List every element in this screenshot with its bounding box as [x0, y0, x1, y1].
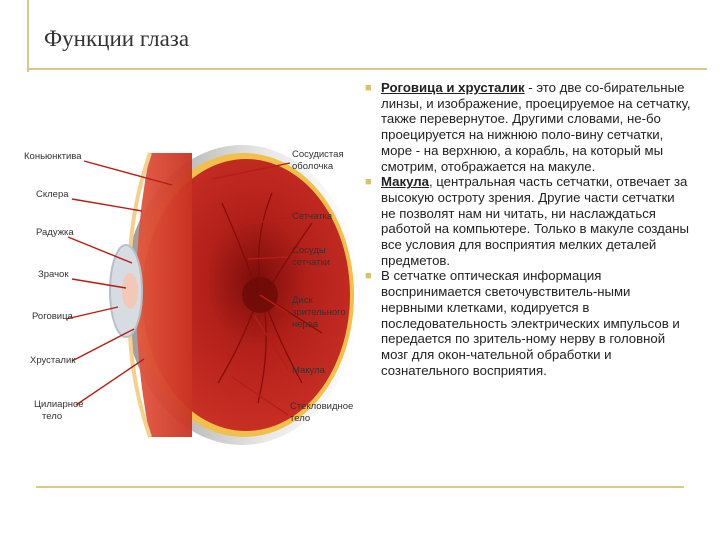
bullet-term: Макула	[381, 174, 429, 190]
label-optic-disc-1: Диск	[292, 295, 313, 306]
label-vitreous-1: Стекловидное	[290, 401, 354, 412]
label-lens: Хрусталик	[30, 355, 76, 366]
label-ciliary-body-1: Цилиарное	[34, 399, 84, 410]
bullet-item	[362, 80, 692, 174]
footer-rule	[36, 486, 684, 488]
bullet-term: Роговица и хрусталик	[381, 80, 525, 95]
label-retina-vessels-1: Сосуды	[292, 245, 326, 256]
label-retina: Сетчатка	[292, 211, 333, 222]
label-retina-vessels-2: сетчатки	[292, 257, 330, 268]
label-optic-disc-3: нерва	[292, 319, 319, 330]
label-vitreous-2: тело	[290, 413, 311, 424]
bullet-marker: ■	[365, 176, 372, 189]
label-conjunctiva: Коньюнктива	[24, 151, 82, 162]
label-macula: Макула	[292, 365, 325, 376]
label-cornea: Роговица	[32, 311, 73, 322]
page-title: Функции глаза	[44, 26, 190, 51]
label-pupil: Зрачок	[38, 269, 69, 280]
label-choroid-1: Сосудистая	[292, 149, 344, 160]
title-accent-line	[27, 0, 29, 72]
header-rule	[27, 68, 707, 70]
bullet-text: В сетчатке оптическая информация воспринимается светочувствитель-ными нервными клетками, кодируется в последовательность электрических импульсов и передается по зритель-ному нерву в головной мозг для окон-чательной обработки и сознательного восприятия.	[381, 268, 680, 378]
bullet-list	[362, 80, 692, 378]
bullet-item	[362, 174, 692, 268]
label-optic-disc-2: зрительного	[292, 307, 346, 318]
bullet-marker: ■	[365, 82, 372, 94]
label-sclera: Склера	[36, 189, 69, 200]
label-ciliary-body-2: тело	[42, 411, 63, 422]
bullet-text: , центральная часть сетчатки, отвечает за высокую остроту зрения. Другие части сетчатки не позволят нам ни читать, ни наслаждаться работой на компьютере. Только в макуле созданы все условия для восприятия мелких деталей предметов.	[381, 174, 689, 268]
bullet-item	[362, 268, 692, 378]
label-iris: Радужка	[36, 227, 74, 238]
eye-diagram	[22, 133, 362, 455]
bullet-marker: ■	[365, 270, 372, 283]
bullet-text: - это две со-бирательные линзы, и изображение, проецируемое на сетчатку, также перевернутое. Другими словами, не-бо проецируется на нижнюю поло-вину сетчатки, море - на верхнюю, а корабль, на который мы смотрим, отображается на макуле.	[381, 80, 691, 174]
label-choroid-2: оболочка	[292, 161, 334, 172]
